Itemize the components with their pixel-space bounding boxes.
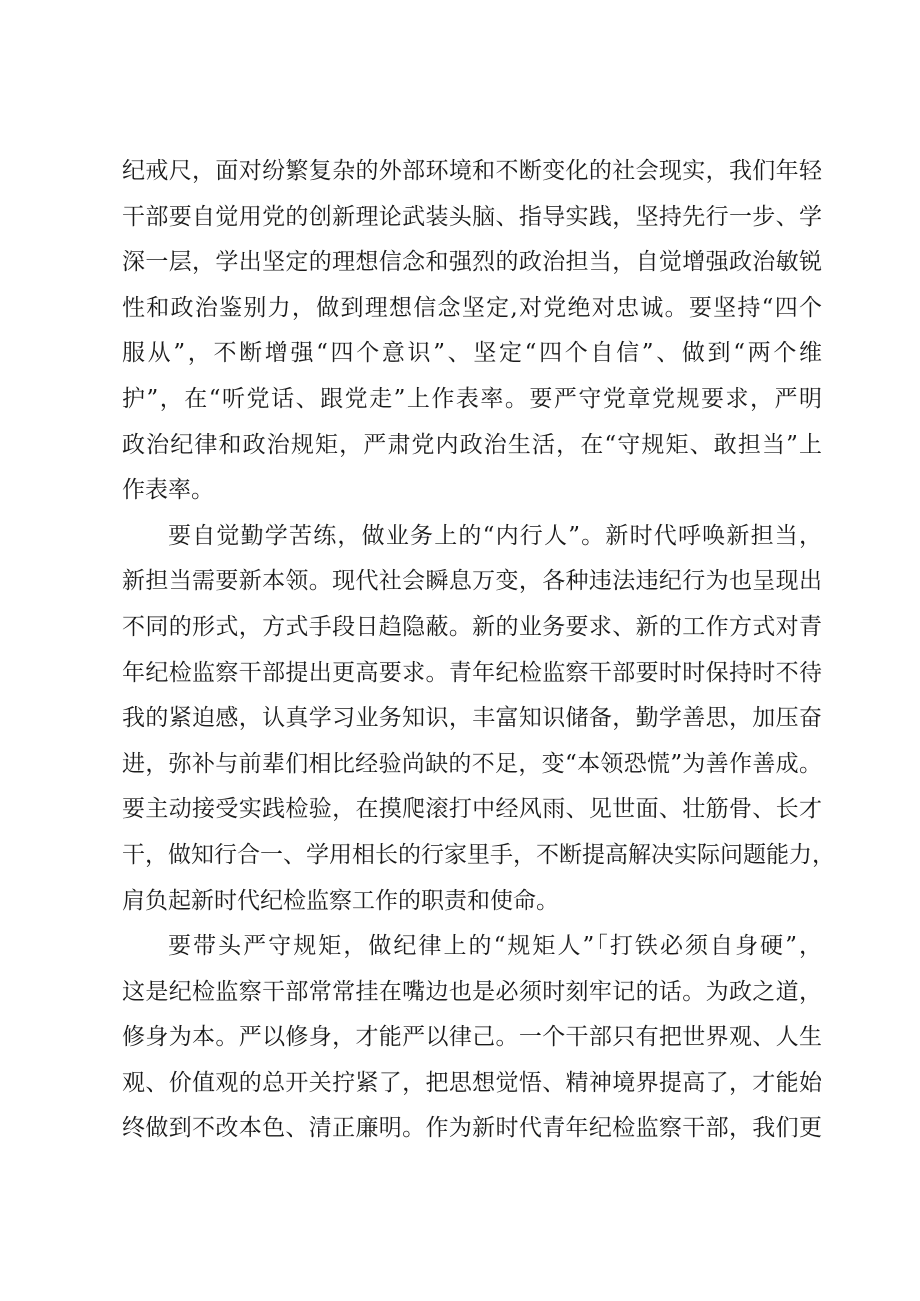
text-line: 性和政治鉴别力，做到理想信念坚定,对党绝对忠诚。要坚持“四个 <box>122 294 822 321</box>
text-line: 我的紧迫感，认真学习业务知识，丰富知识储备，勤学善思，加压奋 <box>122 705 822 732</box>
text-line: 终做到不改本色、清正廉明。作为新时代青年纪检监察干部，我们更 <box>122 1115 822 1142</box>
text-line: 进，弥补与前辈们相比经验尚缺的不足，变“本领恐慌”为善作善成。 <box>122 750 822 777</box>
text-line: 这是纪检监察干部常常挂在嘴边也是必须时刻牢记的话。为政之道， <box>122 978 822 1005</box>
text-line: 纪戒尺，面对纷繁复杂的外部环境和不断变化的社会现实，我们年轻 <box>122 158 822 184</box>
paragraph-2 <box>122 514 835 924</box>
text-line: 要带头严守规矩，做纪律上的“规矩人”「打铁必须自身硬”， <box>168 933 822 960</box>
text-line: 干部要自觉用党的创新理论武装头脑、指导实践，坚持先行一步、学 <box>122 203 822 230</box>
body-text <box>122 149 835 1152</box>
text-line: 要主动接受实践检验，在摸爬滚打中经风雨、见世面、壮筋骨、长才 <box>122 796 822 823</box>
paragraph-3 <box>122 924 822 1152</box>
text-line: 新担当需要新本领。现代社会瞬息万变，各种违法违纪行为也呈现出 <box>122 568 822 595</box>
text-line: 年纪检监察干部提出更高要求。青年纪检监察干部要时时保持时不待 <box>122 659 822 686</box>
text-line: 服从”，不断增强“四个意识”、坚定“四个自信”、做到“两个维 <box>122 340 822 367</box>
text-line: 护”，在“听党话、跟党走”上作表率。要严守党章党规要求，严明 <box>122 385 822 412</box>
text-line: 要自觉勤学苦练，做业务上的“内行人”。新时代呼唤新担当， <box>168 522 822 549</box>
text-line: 不同的形式，方式手段日趋隐蔽。新的业务要求、新的工作方式对青 <box>122 613 822 640</box>
text-line: 观、价值观的总开关拧紧了，把思想觉悟、精神境界提高了，才能始 <box>122 1069 822 1096</box>
text-line: 修身为本。严以修身，才能严以律己。一个干部只有把世界观、人生 <box>122 1024 822 1051</box>
text-line: 干，做知行合一、学用相长的行家里手，不断提高解决实际问题能力， <box>122 841 835 868</box>
text-line: 肩负起新时代纪检监察工作的职责和使命。 <box>122 887 559 914</box>
text-line: 政治纪律和政治规矩，严肃党内政治生活，在“守规矩、敢担当”上 <box>122 431 822 458</box>
text-line: 作表率。 <box>122 477 214 504</box>
text-line: 深一层，学出坚定的理想信念和强烈的政治担当，自觉增强政治敏锐 <box>122 249 822 276</box>
paragraph-1 <box>122 149 822 514</box>
